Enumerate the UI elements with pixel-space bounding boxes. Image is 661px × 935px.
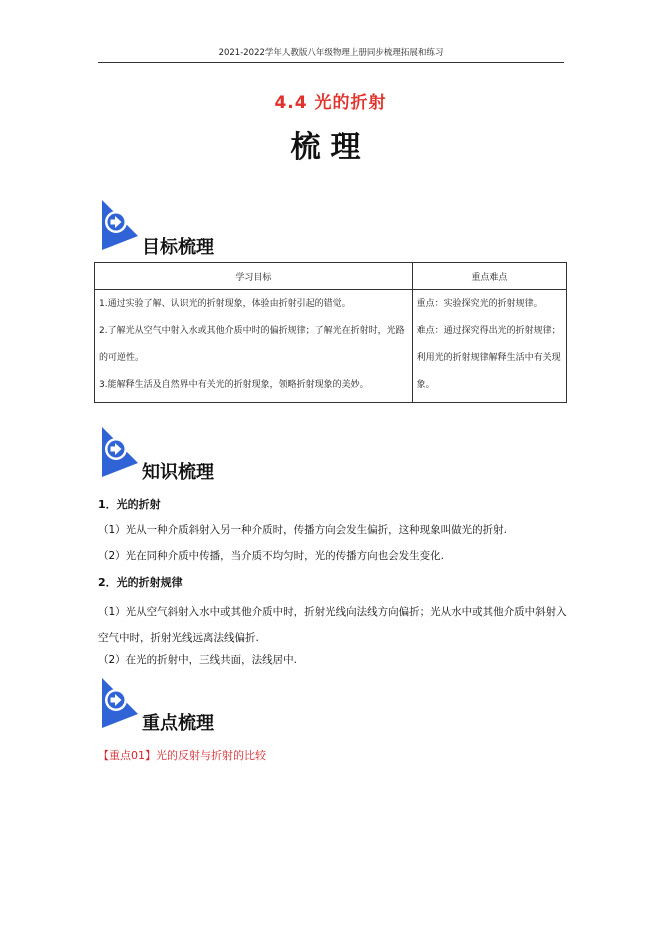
knowledge-line: （2）光在同种介质中传播，当介质不均匀时，光的传播方向也会发生变化. [98,550,445,562]
section-title-knowledge: 知识梳理 [142,462,214,483]
knowledge-line: （2）在光的折射中，三线共面，法线居中. [98,654,298,666]
key-points-cell [412,290,566,403]
goals-table [94,262,567,403]
knowledge-heading: 2．光的折射规律 [98,576,183,589]
goal-item: 1.通过实验了解、认识光的折射现象，体验由折射引起的错觉。 [99,299,351,309]
arrow-right-circle-icon [100,425,140,479]
page-header: 2021-2022学年人教版八年级物理上册同步梳理拓展和练习 [98,46,564,63]
goals-cell [95,290,413,403]
goal-item: 3.能解释生活及自然界中有关光的折射现象，领略折射现象的美妙。 [99,380,369,390]
key-item-label: 【重点01】光的反射与折射的比较 [98,749,266,762]
section-title-goals: 目标梳理 [142,237,214,258]
lesson-title: 4.4 光的折射 [274,93,387,113]
big-title: 梳理 [290,130,371,165]
goal-item: 2.了解光从空气中射入水或其他介质中时的偏折规律；了解光在折射时，光路的可逆性。 [99,326,405,363]
key-point-item: 难点：通过探究得出光的折射规律；利用光的折射规律解释生活中有关现象。 [416,326,561,390]
key-point-item: 重点：实验探究光的折射规律。 [416,299,543,309]
knowledge-line: （1）光从一种介质斜射入另一种介质时，传播方向会发生偏折，这种现象叫做光的折射. [98,524,508,536]
knowledge-heading: 1．光的折射 [98,498,161,511]
arrow-right-circle-icon [100,198,140,252]
section-title-key: 重点梳理 [142,713,214,734]
arrow-right-circle-icon [100,676,140,730]
key-points-header: 重点难点 [412,263,566,290]
knowledge-line: （1）光从空气斜射入水中或其他介质中时，折射光线向法线方向偏折；光从水中或其他介质中斜射入空气中时，折射光线远离法线偏折. [98,606,567,644]
goals-header: 学习目标 [95,263,413,290]
